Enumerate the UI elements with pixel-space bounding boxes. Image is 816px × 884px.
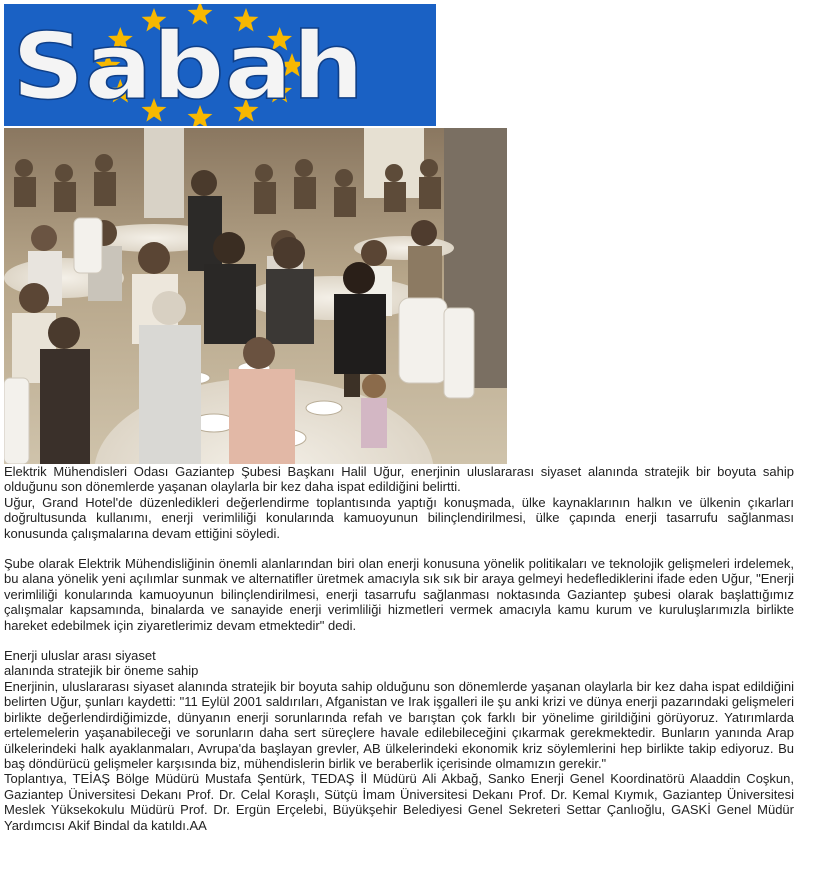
subheading-line-1: Enerji uluslar arası siyaset bbox=[4, 648, 156, 664]
paragraph-gap bbox=[4, 541, 794, 556]
paragraph-4: Enerjinin, uluslararası siyaset alanında stratejik bir boyuta sahip olduğunu son dönemlerde yaşanan olaylarla bir kez daha ispat edildiğini belirten Uğur, şunları kaydetti: "11 Eylül 2001 saldırıları, Afganistan ve Irak işgalleri ile şu anki krizi ve dünya enerji pazarındaki gelişmeleri birlikte değerlendirdiğimizde, dünyanın enerji sorunlarında refah ve barıştan çok farklı bir yönelime girildiğini görüyoruz. Yatırımlarda ertelemelerin yaşanabileceği ve sorunların daha sert süreçlere havale edilebileceğini çıkarmak gerekmektedir. Bunların yanında Arap ülkelerindeki halk ayaklanmaları, Avrupa'da başlayan grevler, AB ülkelerindeki ekonomik kriz söylemlerini hep birlikte takip ediyoruz. Bu baş döndürücü gelişmeler karşısında biz, mühendislerin birlik ve beraberlik içerisinde olmamızın gerekir." bbox=[4, 678, 794, 771]
paragraph-1: Elektrik Mühendisleri Odası Gaziantep Şubesi Başkanı Halil Uğur, enerjinin uluslararası siyaset alanında stratejik bir boyuta sahip olduğunu son dönemlerde yaşanan olaylarla bir kez daha ispat edildiğini belirtti. bbox=[4, 464, 794, 495]
paragraph-2: Uğur, Grand Hotel'de düzenledikleri değerlendirme toplantısında yaptığı konuşmada, ülke kaynaklarının halkın ve ülkenin çıkarları doğrultusunda kullanımı, enerji verimliliği konularında kamuoyunun bilinçlendirilmesi, ülke çapında enerji tasarrufu sağlanması konusunda çalışmalarına devam ettiğini söyledi. bbox=[4, 494, 794, 541]
banquet-photo bbox=[4, 128, 507, 464]
paragraph-gap bbox=[4, 633, 794, 648]
paragraph-3: Şube olarak Elektrik Mühendisliğinin önemli alanlarından biri olan enerji konusuna yönelik politikaları ve teknolojik gelişmeleri irdelemek, bu alana yönelik yeni açılımlar sunmak ve alternatifler üretmek amacıyla sık sık bir araya gelmeyi hedeflediklerini ifade eden Uğur, "Enerji verimliliği konularında kamuoyunun bilinçlendirilmesi, enerji tasarrufu sağlanması noktasında Gaziantep şubesi olarak başlattığımız çalışmalar kapsamında, binalarda ve sanayide enerji verimliliği hizmetleri vermek amacıyla kamu kurum ve kuruluşlarımızla birlikte hareket edebilmek için ziyaretlerimiz devam etmektedir" dedi. bbox=[4, 556, 794, 633]
article-body bbox=[4, 464, 794, 833]
subheading-line-2: alanında stratejik bir öneme sahip bbox=[4, 663, 199, 679]
svg-text:Sabah: Sabah bbox=[12, 13, 364, 120]
paragraph-5: Toplantıya, TEİAŞ Bölge Müdürü Mustafa Şentürk, TEDAŞ İl Müdürü Ali Akbağ, Sanko Enerji Genel Koordinatörü Alaaddin Coşkun, Gaziantep Üniversitesi Dekanı Prof. Dr. Celal Koraşlı, Sütçü İmam Üniversitesi Dekanı Prof. Dr. Kemal Kıymık, Gaziantep Üniversitesi Meslek Yüksekokulu Müdürü Prof. Dr. Ergün Erçelebi, Büyükşehir Belediyesi Genel Sekreteri Settar Çanlıoğlu, GASKİ Genel Müdür Yardımcısı Akif Bindal da katıldı.AA bbox=[4, 771, 794, 833]
sabah-logo bbox=[4, 4, 436, 126]
